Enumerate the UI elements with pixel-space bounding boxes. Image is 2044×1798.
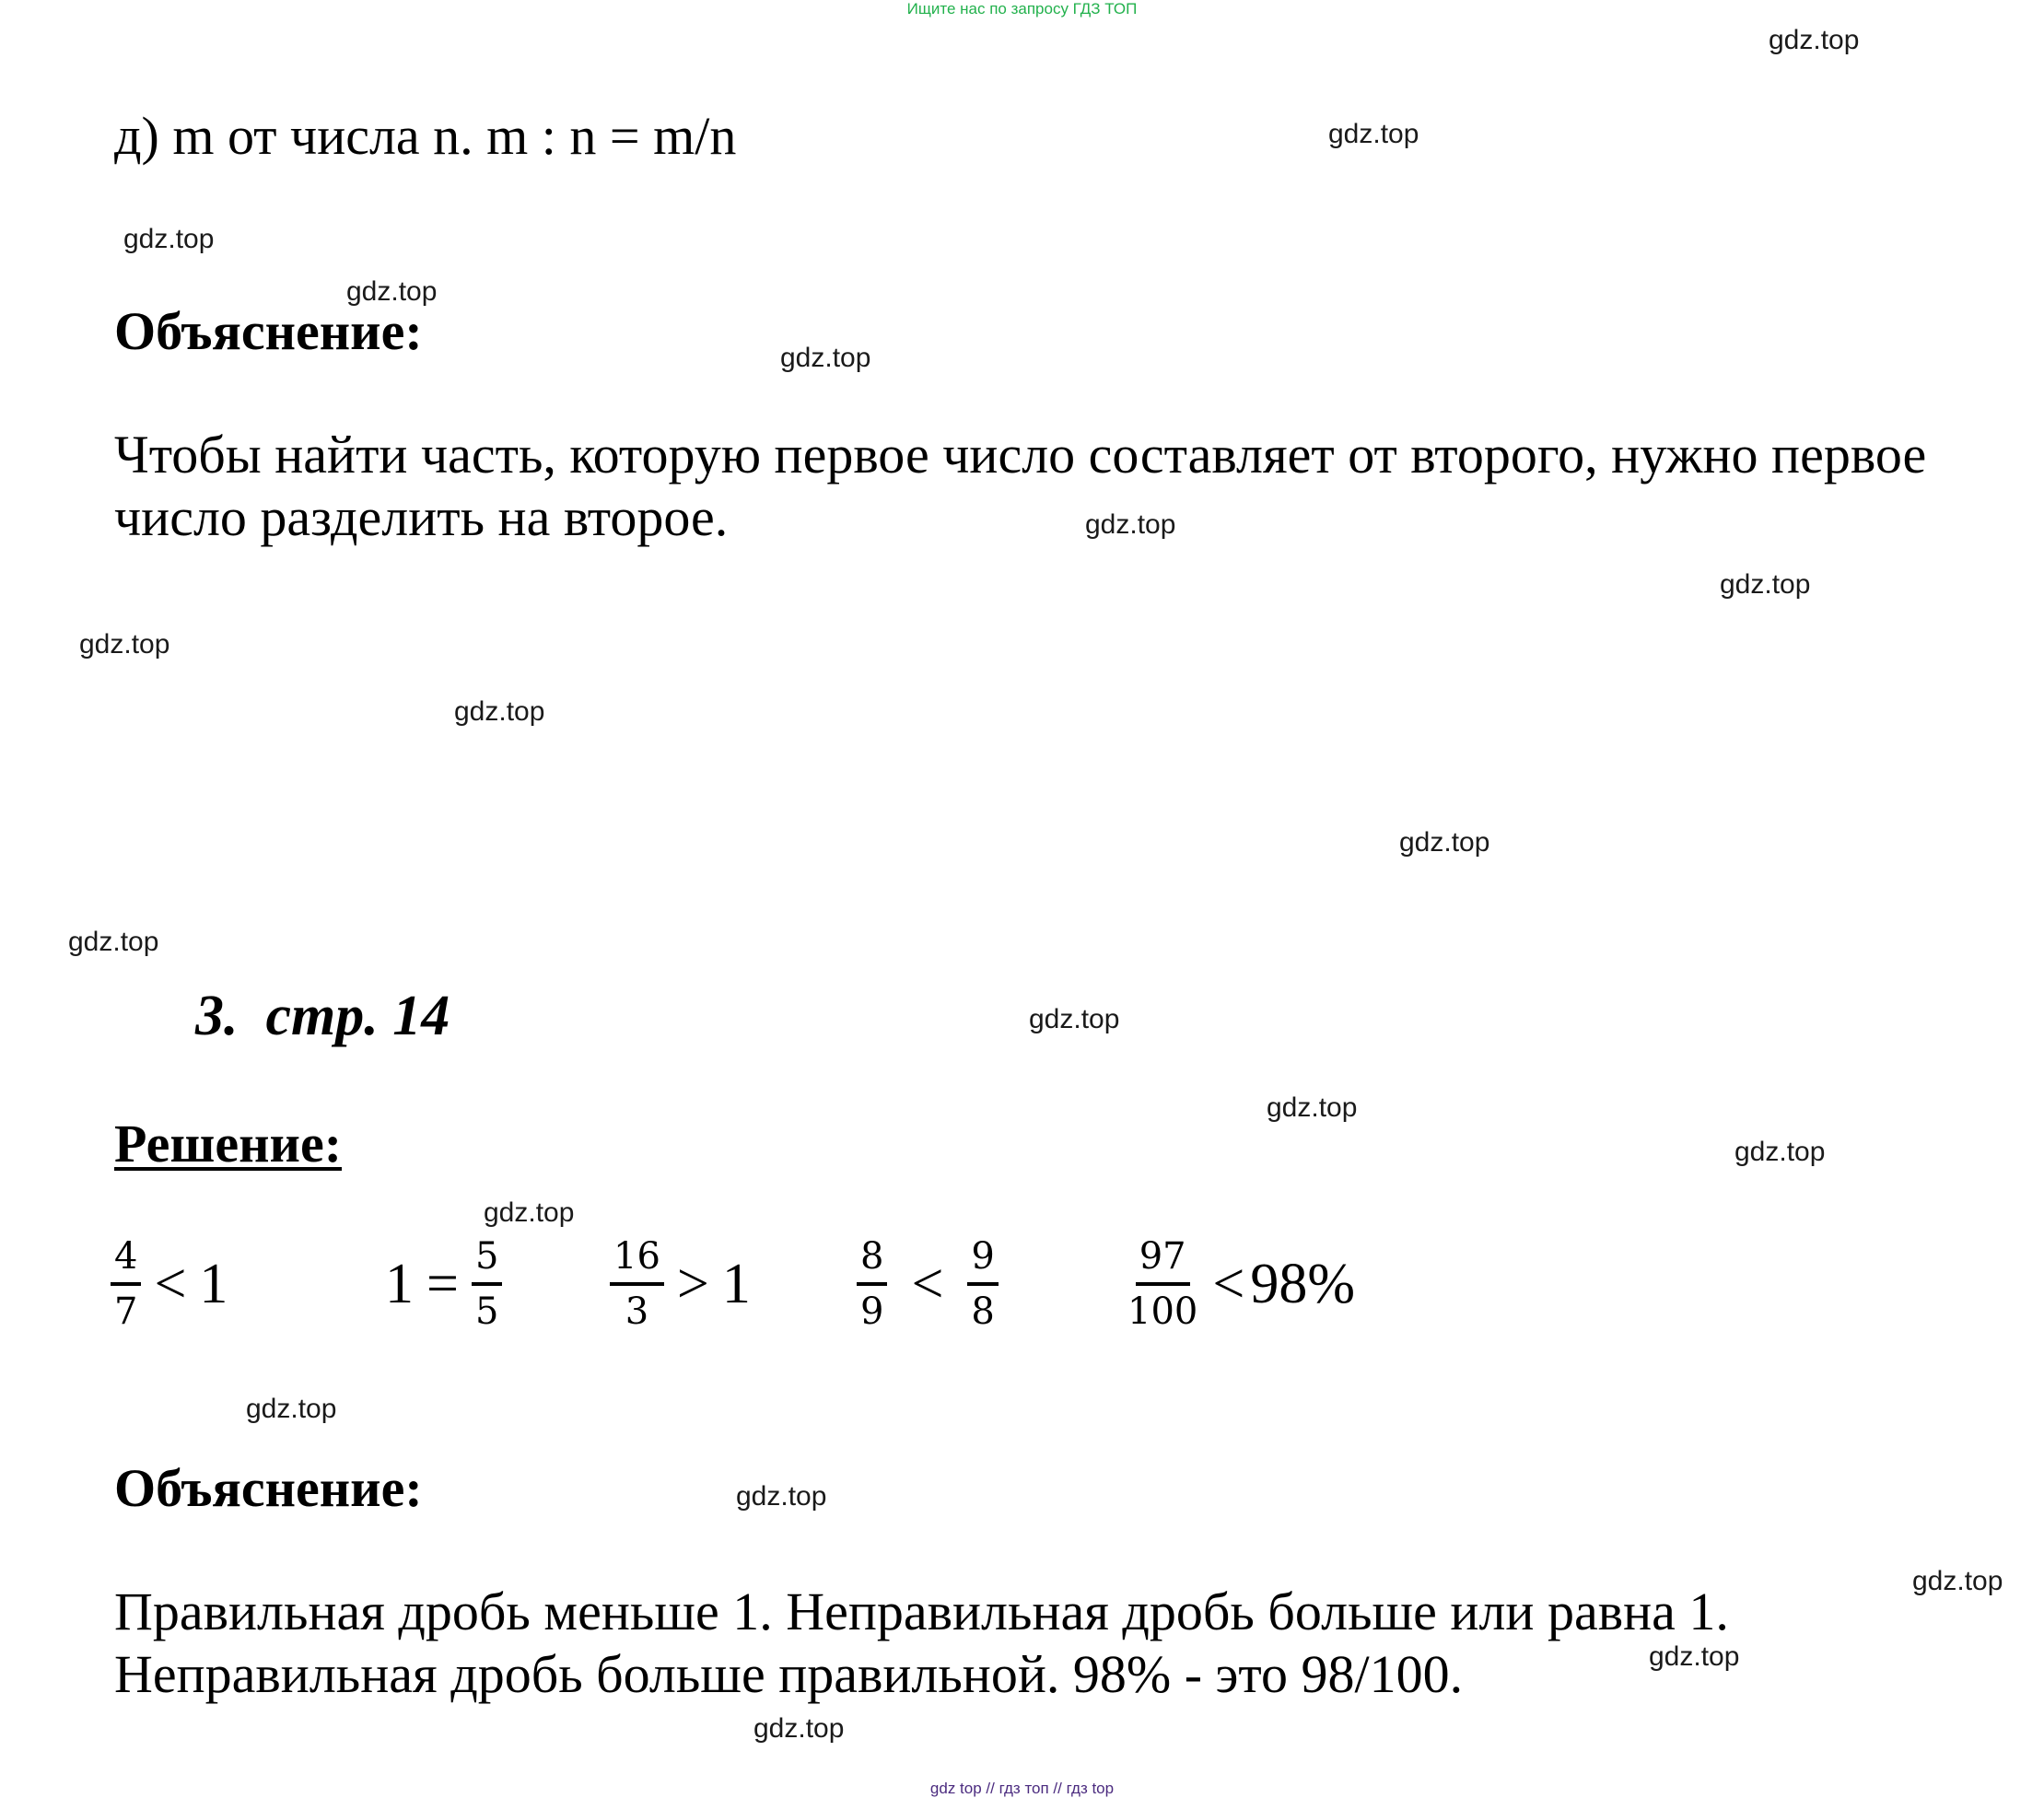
watermark: gdz.top [736,1481,827,1512]
relation-sign: > [676,1252,709,1315]
comparison-expression [1124,1234,1355,1334]
fraction [857,1234,887,1334]
footer-text: gdz top // гдз топ // гдз top [929,1780,1115,1797]
watermark: gdz.top [1769,25,1860,55]
watermark: gdz.top [346,276,438,307]
watermark: gdz.top [753,1713,845,1744]
watermark: gdz.top [1267,1092,1358,1123]
watermark: gdz.top [1912,1566,2003,1596]
fraction [472,1234,502,1334]
top-banner: Ищите нас по запросу ГДЗ ТОП [906,0,1138,18]
comparison-expression [111,1234,228,1334]
watermark: gdz.top [1399,827,1490,858]
explanation-heading: Объяснение: [114,301,423,361]
watermark: gdz.top [1649,1641,1740,1672]
fraction-numerator: 16 [610,1234,664,1286]
fraction-numerator: 9 [967,1234,998,1286]
fraction-numerator: 8 [857,1234,887,1286]
explanation-line: Неправильная дробь больше правильной. 98% - это 98/100. [114,1644,1464,1704]
explanation-paragraph [114,1581,1729,1706]
watermark: gdz.top [484,1197,575,1228]
watermark: gdz.top [454,696,545,727]
lhs-value: 1 [385,1252,414,1315]
fraction-denominator: 5 [474,1290,499,1333]
relation-sign: = [426,1252,459,1315]
watermark: gdz.top [246,1394,337,1424]
solution-heading: Решение: [114,1114,343,1173]
watermark: gdz.top [123,224,215,254]
comparison-expression [610,1234,751,1334]
fraction-denominator: 3 [625,1290,649,1333]
fraction [967,1234,998,1334]
relation-sign: < [154,1252,187,1315]
fraction-denominator: 7 [114,1290,138,1333]
explanation-line: число разделить на второе. [114,487,729,547]
task-number: 3. [195,985,239,1047]
watermark: gdz.top [780,343,871,373]
explanation-heading: Объяснение: [114,1458,423,1518]
fraction [1124,1234,1201,1334]
explanation-line: Чтобы найти часть, которую первое число составляет от второго, нужно первое [114,425,1927,485]
fraction-numerator: 4 [111,1234,141,1286]
task-title [195,984,450,1049]
watermark: gdz.top [1085,509,1176,540]
watermark: gdz.top [79,629,170,660]
rhs-value: 1 [721,1252,751,1315]
rhs-value: 1 [199,1252,228,1315]
watermark: gdz.top [1029,1004,1120,1034]
watermark: gdz.top [1734,1137,1826,1167]
fraction-numerator: 5 [472,1234,502,1286]
fraction [610,1234,664,1334]
watermark: gdz.top [68,927,159,957]
comparison-expression [857,1234,999,1334]
task-page: стр. 14 [265,985,450,1047]
part-d-answer: д) m от числа n. m : n = m/n [114,106,737,166]
watermark: gdz.top [1328,119,1419,149]
rhs-value: 98% [1250,1252,1355,1315]
comparison-expression [385,1234,502,1334]
relation-sign: < [1212,1252,1245,1315]
fraction [111,1234,141,1334]
fraction-denominator: 9 [860,1290,884,1333]
fraction-numerator: 97 [1136,1234,1190,1286]
fraction-denominator: 100 [1127,1290,1198,1333]
watermark: gdz.top [1720,569,1811,600]
explanation-paragraph [114,424,1926,549]
explanation-line: Правильная дробь меньше 1. Неправильная дробь больше или равна 1. [114,1582,1729,1641]
relation-sign: < [911,1252,944,1315]
fraction-denominator: 8 [971,1290,995,1333]
